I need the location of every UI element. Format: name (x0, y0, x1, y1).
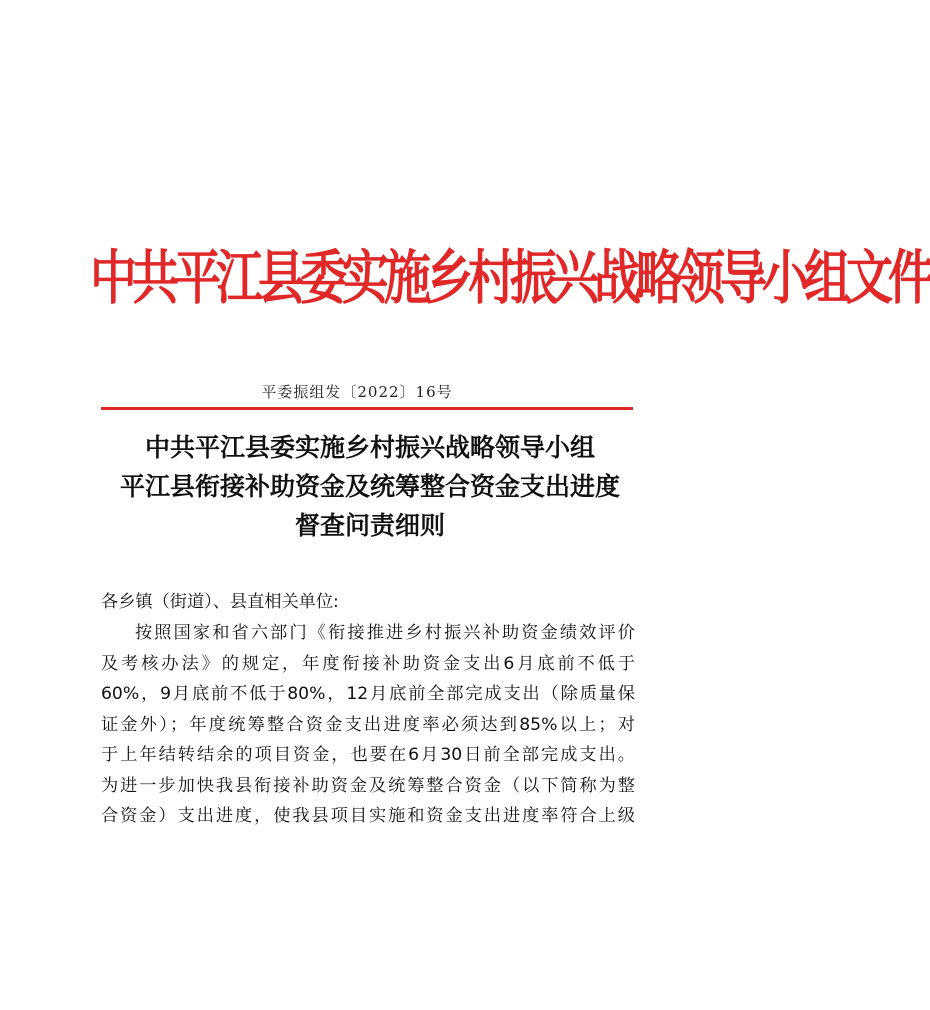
title-line-3: 督查问责细则 (294, 511, 445, 540)
red-divider-line (101, 407, 633, 410)
body-line-4: 证金外）；年度统筹整合资金支出进度率必须达到85%以上；对 (101, 714, 635, 735)
body-line-5: 于上年结转结余的项目资金，也要在6月30日前全部完成支出。 (101, 745, 635, 765)
body-line-3: 60%，9月底前不低于80%，12月底前全部完成支出（除质量保 (101, 684, 635, 704)
body-line-6: 为进一步加快我县衔接补助资金及统筹整合资金（以下简称为整 (101, 775, 635, 796)
body-line-1: 按照国家和省六部门《衔接推进乡村振兴补助资金绩效评价 (135, 623, 635, 643)
salutation: 各乡镇（街道）、县直相关单位: (101, 592, 339, 612)
document-title (90, 428, 650, 545)
body-line-2: 及考核办法》的规定，年度衔接补助资金支出6月底前不低于 (101, 653, 635, 674)
body-text (101, 587, 635, 832)
body-line-7: 合资金）支出进度，使我县项目实施和资金支出进度率符合上级 (101, 806, 635, 826)
document-number: 平委振组发〔2022〕16号 (261, 383, 453, 401)
red-header-title: 中共平江县委实施乡村振兴战略领导小组文件 (90, 244, 930, 313)
title-line-1: 中共平江县委实施乡村振兴战略领导小组 (144, 433, 595, 462)
title-line-2: 平江县衔接补助资金及统筹整合资金支出进度 (119, 472, 620, 501)
